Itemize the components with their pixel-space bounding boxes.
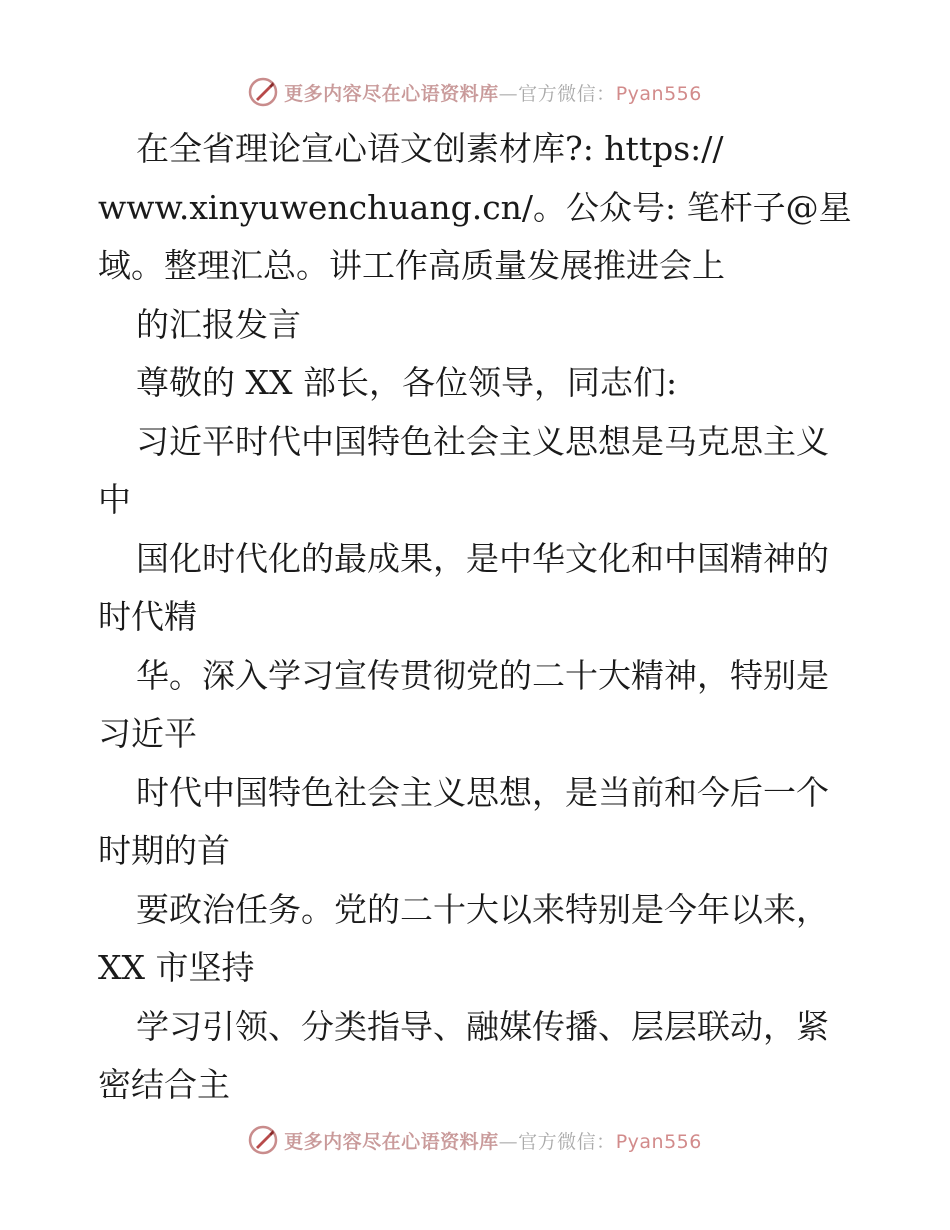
body-line: 习近平 <box>98 714 197 753</box>
body-line: 国化时代化的最成果，是中华文化和中国精神的 <box>136 538 829 578</box>
watermark-main-text: 更多内容尽在心语资料库 <box>284 1130 499 1153</box>
body-line: 时代精 <box>98 597 197 636</box>
quill-logo-icon <box>248 77 278 107</box>
body-line: XX 市坚持 <box>98 948 255 987</box>
document-title-line: 的汇报发言 <box>136 304 301 344</box>
body-line: 要政治任务。党的二十大以来特别是今年以来， <box>136 889 829 929</box>
watermark-wechat-label: 官方微信： <box>518 1130 616 1153</box>
watermark-wechat-label: 官方微信： <box>518 82 616 105</box>
body-line: 时期的首 <box>98 831 230 870</box>
watermark-dash: — <box>498 1130 519 1153</box>
body-line: 密结合主 <box>98 1065 230 1104</box>
body-line: 域。整理汇总。讲工作高质量发展推进会上 <box>98 246 725 285</box>
document-body <box>98 120 858 1115</box>
watermark-dash: — <box>498 82 519 105</box>
watermark-wechat-id: Pyan556 <box>615 1130 702 1153</box>
quill-logo-icon <box>248 1125 278 1155</box>
body-line: 华。深入学习宣传贯彻党的二十大精神，特别是 <box>136 655 829 695</box>
body-line: 时代中国特色社会主义思想，是当前和今后一个 <box>136 772 829 812</box>
body-line: www.xinyuwenchuang.cn/。公众号: 笔杆子@星 <box>98 187 852 227</box>
footer-watermark <box>0 1120 950 1160</box>
body-line: 学习引领、分类指导、融媒传播、层层联动，紧 <box>136 1006 829 1046</box>
body-line: 中 <box>98 480 131 519</box>
body-line: 习近平时代中国特色社会主义思想是马克思主义 <box>136 421 829 461</box>
body-line: 在全省理论宣心语文创素材库?: https:// <box>136 129 724 168</box>
salutation-line: 尊敬的 XX 部长，各位领导，同志们: <box>136 363 678 402</box>
watermark-main-text: 更多内容尽在心语资料库 <box>284 82 499 105</box>
watermark-wechat-id: Pyan556 <box>615 82 702 105</box>
header-watermark <box>0 72 950 112</box>
